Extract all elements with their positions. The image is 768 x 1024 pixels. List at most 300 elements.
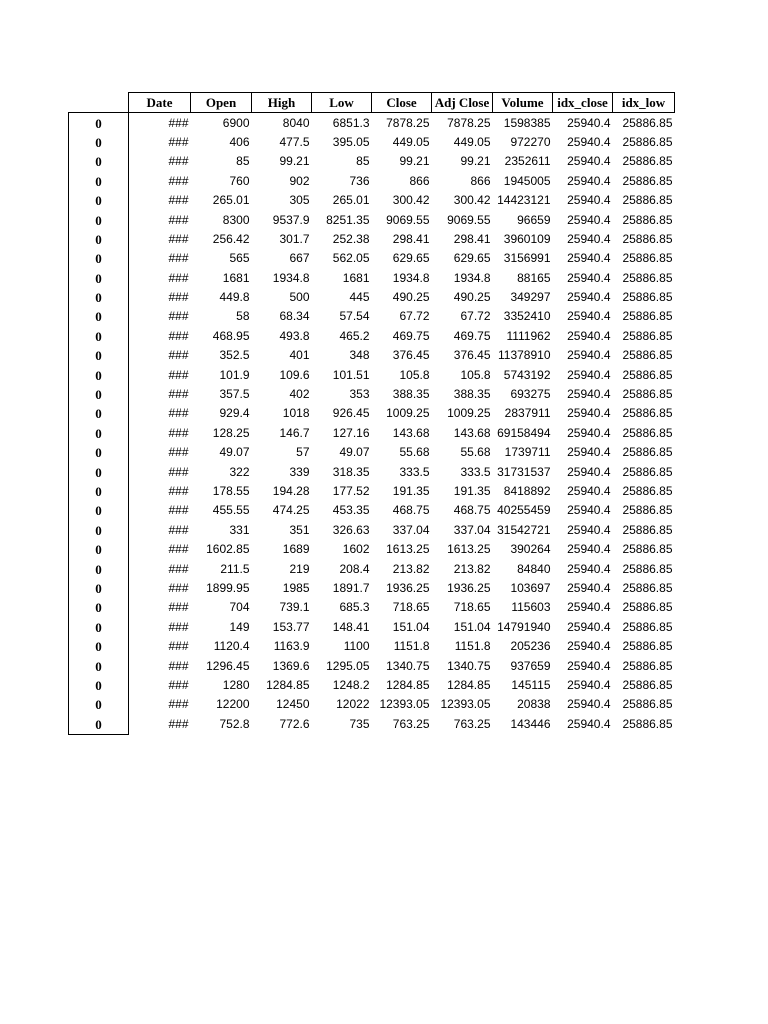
low-cell: 348 — [349, 348, 370, 363]
date-cell: ### — [168, 173, 189, 188]
low-cell: 85 — [356, 154, 370, 169]
table-row — [69, 462, 675, 481]
volume-cell: 20838 — [517, 697, 551, 712]
idx-low-cell: 25886.85 — [622, 658, 673, 673]
high-cell: 99.21 — [279, 154, 310, 169]
high-cell: 474.25 — [272, 503, 310, 518]
volume-cell: 693275 — [510, 387, 551, 402]
open-cell: 357.5 — [219, 387, 250, 402]
low-cell: 101.51 — [332, 367, 370, 382]
low-cell: 326.63 — [332, 522, 370, 537]
close-cell: 298.41 — [392, 231, 430, 246]
table-row — [69, 404, 675, 423]
idx-close-cell: 25940.4 — [567, 193, 611, 208]
idx-close-cell: 25940.4 — [567, 503, 611, 518]
close-cell: 490.25 — [392, 290, 430, 305]
table-row — [69, 288, 675, 307]
high-cell: 1018 — [282, 406, 310, 421]
open-cell: 455.55 — [212, 503, 250, 518]
idx-low-cell: 25886.85 — [622, 367, 673, 382]
adj-close-cell: 629.65 — [453, 251, 491, 266]
idx-close-cell: 25940.4 — [567, 445, 611, 460]
table-row — [69, 133, 675, 152]
table-row — [69, 210, 675, 229]
table-row — [69, 424, 675, 443]
table-row — [69, 482, 675, 501]
adj-close-cell: 298.41 — [453, 231, 491, 246]
row-index: 0 — [69, 191, 129, 210]
close-cell: 337.04 — [392, 522, 430, 537]
high-cell: 153.77 — [272, 619, 310, 634]
row-index: 0 — [69, 521, 129, 540]
high-cell: 9537.9 — [272, 212, 310, 227]
row-index: 0 — [69, 695, 129, 714]
table-row — [69, 715, 675, 735]
high-cell: 219 — [289, 561, 310, 576]
high-cell: 68.34 — [279, 309, 310, 324]
row-index: 0 — [69, 656, 129, 675]
adj-close-cell: 191.35 — [453, 484, 491, 498]
open-cell: 1681 — [222, 270, 250, 285]
idx-low-cell: 25886.85 — [622, 445, 673, 460]
header-high: High — [252, 93, 312, 113]
volume-cell: 69158494 — [497, 425, 551, 440]
volume-cell: 349297 — [510, 290, 551, 305]
low-cell: 735 — [349, 716, 370, 731]
table-row — [69, 521, 675, 540]
date-cell: ### — [168, 425, 189, 440]
idx-close-cell: 25940.4 — [567, 716, 611, 731]
idx-low-cell: 25886.85 — [622, 503, 673, 518]
table-header — [69, 93, 675, 113]
volume-cell: 1111962 — [506, 328, 551, 343]
idx-low-cell: 25886.85 — [622, 251, 673, 266]
date-cell: ### — [168, 406, 189, 421]
open-cell: 128.25 — [212, 425, 250, 440]
idx-close-cell: 25940.4 — [567, 542, 611, 557]
close-cell: 866 — [409, 173, 430, 188]
row-index: 0 — [69, 579, 129, 598]
open-cell: 12200 — [216, 697, 250, 712]
high-cell: 339 — [289, 464, 310, 479]
idx-low-cell: 25886.85 — [622, 231, 673, 246]
idx-close-cell: 25940.4 — [567, 290, 611, 305]
open-cell: 256.42 — [212, 231, 250, 246]
low-cell: 926.45 — [332, 406, 370, 421]
table-row — [69, 559, 675, 578]
close-cell: 763.25 — [392, 716, 430, 731]
low-cell: 453.35 — [332, 503, 370, 518]
low-cell: 736 — [349, 173, 370, 188]
high-cell: 772.6 — [279, 716, 310, 731]
open-cell: 565 — [229, 251, 250, 266]
adj-close-cell: 866 — [470, 173, 491, 188]
volume-cell: 3352410 — [503, 309, 551, 324]
idx-low-cell: 25886.85 — [622, 639, 673, 654]
close-cell: 99.21 — [399, 154, 430, 169]
table-row — [69, 269, 675, 288]
date-cell: ### — [168, 445, 189, 460]
adj-close-cell: 99.21 — [460, 154, 491, 169]
adj-close-cell: 300.42 — [453, 193, 491, 208]
high-cell: 57 — [296, 445, 310, 460]
idx-low-cell: 25886.85 — [622, 561, 673, 576]
adj-close-cell: 718.65 — [453, 600, 491, 615]
row-index: 0 — [69, 559, 129, 578]
close-cell: 105.8 — [399, 367, 430, 382]
close-cell: 468.75 — [392, 503, 430, 518]
open-cell: 331 — [229, 522, 250, 537]
idx-low-cell: 25886.85 — [622, 270, 673, 285]
header-low: Low — [312, 93, 372, 113]
header-row — [69, 93, 675, 113]
date-cell: ### — [168, 619, 189, 634]
open-cell: 8300 — [222, 212, 250, 227]
adj-close-cell: 376.45 — [453, 348, 491, 363]
high-cell: 1163.9 — [273, 639, 310, 654]
table-row — [69, 501, 675, 520]
date-cell: ### — [168, 503, 189, 518]
adj-close-cell: 67.72 — [460, 309, 491, 324]
volume-cell: 143446 — [510, 716, 551, 731]
low-cell: 1891.7 — [332, 580, 370, 595]
low-cell: 1681 — [342, 270, 370, 285]
open-cell: 929.4 — [219, 406, 250, 421]
adj-close-cell: 1340.75 — [447, 658, 491, 673]
low-cell: 177.52 — [332, 484, 370, 498]
open-cell: 149 — [229, 619, 250, 634]
date-cell: ### — [168, 522, 189, 537]
table-row — [69, 676, 675, 695]
low-cell: 465.2 — [339, 328, 370, 343]
row-index: 0 — [69, 269, 129, 288]
date-cell: ### — [168, 231, 189, 246]
volume-cell: 2352611 — [504, 154, 551, 169]
adj-close-cell: 105.8 — [460, 367, 491, 382]
close-cell: 1613.25 — [386, 542, 430, 557]
date-cell: ### — [168, 328, 189, 343]
data-table — [68, 92, 675, 735]
low-cell: 395.05 — [332, 134, 370, 149]
table-row — [69, 656, 675, 675]
idx-low-cell: 25886.85 — [622, 134, 673, 149]
idx-low-cell: 25886.85 — [622, 600, 673, 615]
high-cell: 493.8 — [279, 328, 310, 343]
spreadsheet — [68, 92, 675, 735]
low-cell: 6851.3 — [332, 115, 370, 130]
close-cell: 12393.05 — [379, 697, 430, 712]
close-cell: 67.72 — [399, 309, 430, 324]
high-cell: 109.6 — [279, 367, 310, 382]
low-cell: 12022 — [336, 697, 370, 712]
row-index: 0 — [69, 152, 129, 171]
row-index: 0 — [69, 540, 129, 559]
idx-low-cell: 25886.85 — [622, 580, 673, 595]
volume-cell: 972270 — [510, 134, 551, 149]
date-cell: ### — [168, 677, 189, 692]
idx-close-cell: 25940.4 — [567, 251, 611, 266]
date-cell: ### — [168, 154, 189, 169]
idx-close-cell: 25940.4 — [567, 115, 611, 130]
adj-close-cell: 333.5 — [460, 464, 491, 479]
table-row — [69, 152, 675, 171]
table-row — [69, 249, 675, 268]
idx-low-cell: 25886.85 — [622, 716, 673, 731]
close-cell: 151.04 — [392, 619, 430, 634]
idx-low-cell: 25886.85 — [622, 115, 673, 130]
open-cell: 6900 — [222, 115, 250, 130]
high-cell: 146.7 — [279, 425, 310, 440]
row-index: 0 — [69, 230, 129, 249]
idx-close-cell: 25940.4 — [567, 677, 611, 692]
low-cell: 1295.05 — [326, 658, 370, 673]
row-index: 0 — [69, 637, 129, 656]
high-cell: 1985 — [282, 580, 310, 595]
idx-close-cell: 25940.4 — [567, 367, 611, 382]
table-row — [69, 579, 675, 598]
table-row — [69, 618, 675, 637]
volume-cell: 145115 — [511, 677, 551, 692]
row-index: 0 — [69, 443, 129, 462]
open-cell: 85 — [236, 154, 250, 169]
row-index: 0 — [69, 172, 129, 191]
volume-cell: 14791940 — [497, 619, 551, 634]
row-index: 0 — [69, 501, 129, 520]
adj-close-cell: 1151.8 — [454, 639, 491, 654]
volume-cell: 390264 — [510, 542, 551, 557]
high-cell: 667 — [289, 251, 310, 266]
date-cell: ### — [168, 251, 189, 266]
table-row — [69, 230, 675, 249]
row-index: 0 — [69, 365, 129, 384]
close-cell: 629.65 — [392, 251, 430, 266]
close-cell: 55.68 — [399, 445, 430, 460]
row-index: 0 — [69, 288, 129, 307]
close-cell: 718.65 — [392, 600, 430, 615]
date-cell: ### — [168, 367, 189, 382]
volume-cell: 8418892 — [503, 484, 551, 498]
table-row — [69, 191, 675, 210]
high-cell: 1369.6 — [272, 658, 310, 673]
idx-low-cell: 25886.85 — [622, 290, 673, 305]
close-cell: 388.35 — [392, 387, 430, 402]
low-cell: 1248.2 — [332, 677, 370, 692]
date-cell: ### — [168, 484, 189, 498]
volume-cell: 1598385 — [503, 115, 551, 130]
row-index: 0 — [69, 210, 129, 229]
open-cell: 704 — [229, 600, 250, 615]
idx-low-cell: 25886.85 — [622, 425, 673, 440]
row-index: 0 — [69, 618, 129, 637]
high-cell: 739.1 — [279, 600, 310, 615]
idx-low-cell: 25886.85 — [622, 677, 673, 692]
date-cell: ### — [168, 309, 189, 324]
open-cell: 49.07 — [219, 445, 250, 460]
close-cell: 191.35 — [392, 484, 430, 498]
row-index: 0 — [69, 113, 129, 133]
idx-low-cell: 25886.85 — [622, 173, 673, 188]
adj-close-cell: 213.82 — [453, 561, 491, 576]
row-index: 0 — [69, 676, 129, 695]
idx-close-cell: 25940.4 — [567, 425, 611, 440]
date-cell: ### — [168, 115, 189, 130]
date-cell: ### — [168, 600, 189, 615]
open-cell: 322 — [229, 464, 250, 479]
adj-close-cell: 55.68 — [460, 445, 491, 460]
table-row — [69, 307, 675, 326]
row-index: 0 — [69, 307, 129, 326]
date-cell: ### — [168, 697, 189, 712]
date-cell: ### — [168, 193, 189, 208]
idx-close-cell: 25940.4 — [567, 464, 611, 479]
adj-close-cell: 469.75 — [453, 328, 491, 343]
low-cell: 265.01 — [332, 193, 370, 208]
header-corner — [69, 93, 129, 113]
open-cell: 1602.85 — [206, 542, 250, 557]
date-cell: ### — [168, 134, 189, 149]
header-volume: Volume — [493, 93, 553, 113]
idx-low-cell: 25886.85 — [622, 697, 673, 712]
idx-low-cell: 25886.85 — [622, 309, 673, 324]
close-cell: 1340.75 — [386, 658, 430, 673]
adj-close-cell: 468.75 — [453, 503, 491, 518]
idx-close-cell: 25940.4 — [567, 173, 611, 188]
idx-close-cell: 25940.4 — [567, 134, 611, 149]
volume-cell: 31542721 — [497, 522, 551, 537]
idx-close-cell: 25940.4 — [567, 231, 611, 246]
open-cell: 1120.4 — [213, 639, 250, 654]
volume-cell: 84840 — [517, 561, 551, 576]
high-cell: 12450 — [276, 697, 310, 712]
header-adj-close: Adj Close — [432, 93, 493, 113]
high-cell: 402 — [289, 387, 310, 402]
high-cell: 477.5 — [279, 134, 310, 149]
date-cell: ### — [168, 658, 189, 673]
open-cell: 178.55 — [212, 484, 250, 498]
close-cell: 1934.8 — [392, 270, 430, 285]
header-open: Open — [191, 93, 252, 113]
adj-close-cell: 12393.05 — [440, 697, 491, 712]
high-cell: 194.28 — [272, 484, 310, 498]
volume-cell: 1945005 — [503, 173, 551, 188]
close-cell: 9069.55 — [386, 212, 430, 227]
open-cell: 352.5 — [219, 348, 250, 363]
header-date: Date — [129, 93, 191, 113]
table-body — [69, 113, 675, 735]
adj-close-cell: 1936.25 — [447, 580, 491, 595]
idx-close-cell: 25940.4 — [567, 639, 611, 654]
low-cell: 8251.35 — [326, 212, 370, 227]
header-idx-low: idx_low — [613, 93, 675, 113]
close-cell: 333.5 — [399, 464, 430, 479]
close-cell: 1009.25 — [386, 406, 430, 421]
close-cell: 1151.8 — [393, 639, 430, 654]
low-cell: 127.16 — [332, 425, 370, 440]
adj-close-cell: 763.25 — [453, 716, 491, 731]
volume-cell: 2837911 — [504, 406, 551, 421]
volume-cell: 5743192 — [503, 367, 551, 382]
volume-cell: 88165 — [517, 270, 551, 285]
low-cell: 445 — [349, 290, 370, 305]
table-row — [69, 172, 675, 191]
table-row — [69, 443, 675, 462]
idx-close-cell: 25940.4 — [567, 387, 611, 402]
low-cell: 49.07 — [339, 445, 370, 460]
table-row — [69, 365, 675, 384]
volume-cell: 11378910 — [498, 348, 551, 363]
high-cell: 1689 — [282, 542, 310, 557]
row-index: 0 — [69, 462, 129, 481]
volume-cell: 937659 — [510, 658, 551, 673]
volume-cell: 3156991 — [503, 251, 551, 266]
low-cell: 148.41 — [332, 619, 370, 634]
close-cell: 1284.85 — [386, 677, 430, 692]
open-cell: 752.8 — [219, 716, 250, 731]
idx-close-cell: 25940.4 — [567, 658, 611, 673]
date-cell: ### — [168, 561, 189, 576]
idx-close-cell: 25940.4 — [567, 697, 611, 712]
open-cell: 58 — [236, 309, 250, 324]
close-cell: 1936.25 — [386, 580, 430, 595]
high-cell: 1284.85 — [266, 677, 310, 692]
adj-close-cell: 449.05 — [453, 134, 491, 149]
idx-low-cell: 25886.85 — [622, 387, 673, 402]
close-cell: 469.75 — [392, 328, 430, 343]
adj-close-cell: 1934.8 — [453, 270, 491, 285]
adj-close-cell: 1009.25 — [447, 406, 491, 421]
low-cell: 1602 — [342, 542, 370, 557]
volume-cell: 40255459 — [497, 503, 551, 518]
idx-low-cell: 25886.85 — [622, 212, 673, 227]
adj-close-cell: 7878.25 — [447, 115, 491, 130]
idx-low-cell: 25886.85 — [622, 193, 673, 208]
date-cell: ### — [168, 212, 189, 227]
volume-cell: 14423121 — [497, 193, 551, 208]
idx-low-cell: 25886.85 — [622, 522, 673, 537]
row-index: 0 — [69, 404, 129, 423]
idx-close-cell: 25940.4 — [567, 309, 611, 324]
adj-close-cell: 143.68 — [453, 425, 491, 440]
table-row — [69, 695, 675, 714]
high-cell: 902 — [289, 173, 310, 188]
row-index: 0 — [69, 133, 129, 152]
low-cell: 353 — [349, 387, 370, 402]
high-cell: 301.7 — [279, 231, 310, 246]
idx-close-cell: 25940.4 — [567, 348, 611, 363]
open-cell: 760 — [229, 173, 250, 188]
table-row — [69, 637, 675, 656]
low-cell: 1100 — [343, 639, 370, 654]
open-cell: 101.9 — [219, 367, 250, 382]
table-row — [69, 540, 675, 559]
high-cell: 351 — [289, 522, 310, 537]
table-row — [69, 385, 675, 404]
volume-cell: 1739711 — [504, 445, 551, 460]
date-cell: ### — [168, 348, 189, 363]
adj-close-cell: 151.04 — [453, 619, 491, 634]
header-idx-close: idx_close — [553, 93, 613, 113]
idx-close-cell: 25940.4 — [567, 580, 611, 595]
table-row — [69, 327, 675, 346]
row-index: 0 — [69, 346, 129, 365]
low-cell: 318.35 — [332, 464, 370, 479]
volume-cell: 3960109 — [503, 231, 551, 246]
high-cell: 305 — [289, 193, 310, 208]
adj-close-cell: 9069.55 — [447, 212, 491, 227]
idx-close-cell: 25940.4 — [567, 561, 611, 576]
row-index: 0 — [69, 327, 129, 346]
volume-cell: 115603 — [511, 600, 551, 615]
